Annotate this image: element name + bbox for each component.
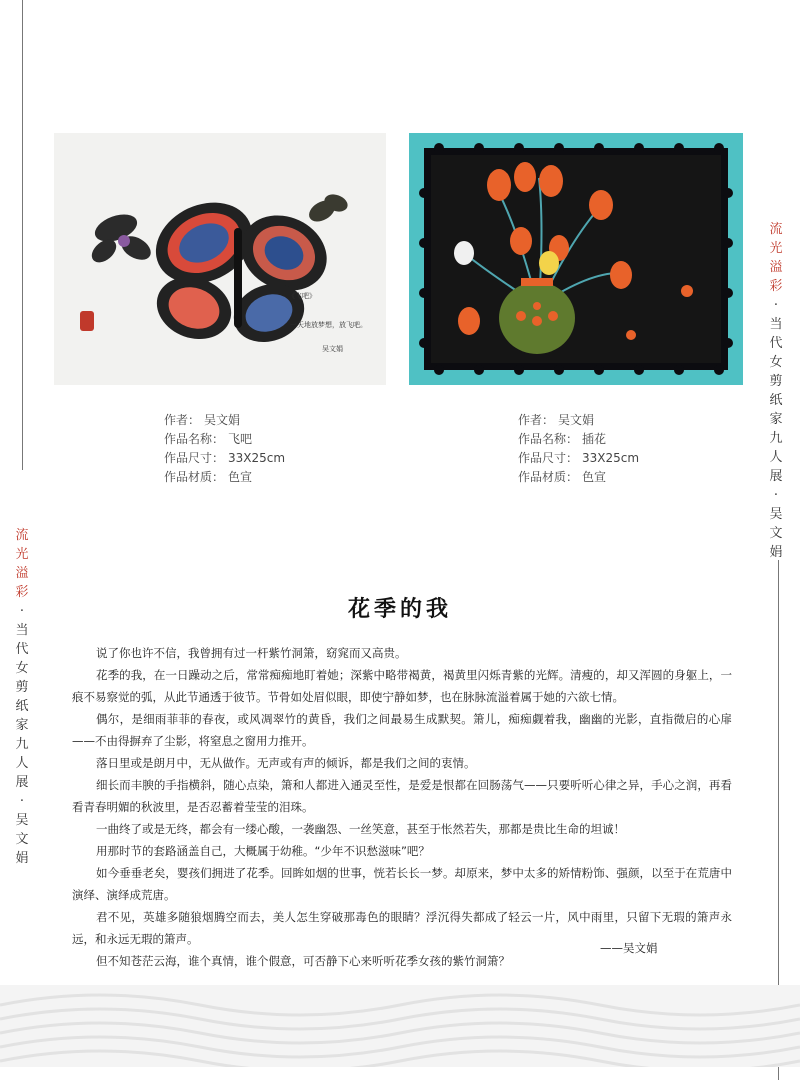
series-char: 当 xyxy=(15,623,29,638)
article-paragraph: 但不知苍茫云海，谁个真情，谁个假意，可否静下心来听听花季女孩的紫竹洞箫？ xyxy=(96,954,510,968)
butterfly-illustration xyxy=(54,133,386,385)
caption-name-row xyxy=(518,430,778,449)
article-title: 花季的我 xyxy=(347,596,452,622)
caption-value: 33X25cm xyxy=(228,451,286,465)
article-paragraph: 用那时节的套路涵盖自己，大概属于幼稚。“少年不识愁滋味”吧？ xyxy=(96,844,430,858)
series-char: 女 xyxy=(15,661,29,676)
series-char: 家 xyxy=(769,412,783,427)
caption-material-row xyxy=(164,468,424,487)
caption-label: 作品材质： xyxy=(164,470,225,484)
article-paragraph: 落日里或是朗月中，无从做作。无声或有声的倾诉，都是我们之间的衷情。 xyxy=(96,756,476,770)
caption-value: 吴文娟 xyxy=(204,413,241,427)
series-char: 当 xyxy=(769,317,783,332)
series-char: · xyxy=(19,604,25,619)
article-paragraph: 如今垂垂老矣，婴孩们拥进了花季。回眸如烟的世事，恍若长长一梦。却原来，梦中太多的矫情粉饰、强颜，以至于在荒唐中演绎、演绎成荒唐。 xyxy=(72,866,732,902)
series-char: 流 xyxy=(769,222,783,237)
series-char: 剪 xyxy=(15,680,29,695)
series-char: 九 xyxy=(769,431,783,446)
caption-value: 吴文娟 xyxy=(558,413,595,427)
artwork-caption-2 xyxy=(518,411,778,487)
caption-label: 作者： xyxy=(164,413,201,427)
article-paragraph: 偶尔，是细雨菲菲的春夜，或风凋翠竹的黄昏，我们之间最易生成默契。箫儿，痴痴觑着我，幽幽的光影，直指微启的心扉——不由得摒弃了尘影，将窒息之窗用力推开。 xyxy=(72,712,732,748)
article-signature: ——吴文娟 xyxy=(600,941,658,955)
caption-value: 色宣 xyxy=(582,470,607,484)
series-char: · xyxy=(773,298,779,313)
article-paragraph: 君不见，英雄多随狼烟腾空而去，美人怎生穿破那毒色的眼睛？浮沉得失都成了轻云一片，风中雨里，只留下无瑕的箫声永远，和永远无瑕的箫声。 xyxy=(72,910,732,946)
vertical-series-title-left xyxy=(12,526,32,868)
series-char: 吴 xyxy=(769,507,783,522)
caption-label: 作品尺寸： xyxy=(518,451,579,465)
caption-author-row xyxy=(518,411,778,430)
red-seal-stamp xyxy=(80,311,94,331)
caption-value: 飞吧 xyxy=(228,432,253,446)
series-char: 文 xyxy=(15,832,29,847)
caption-label: 作品名称： xyxy=(518,432,579,446)
caption-value: 33X25cm xyxy=(582,451,640,465)
article-body xyxy=(72,642,732,972)
series-char: 纸 xyxy=(15,699,29,714)
series-char: 九 xyxy=(15,737,29,752)
caption-label: 作品名称： xyxy=(164,432,225,446)
series-char: · xyxy=(773,488,779,503)
article-paragraph: 说了你也许不信，我曾拥有过一杆紫竹洞箫，窈窕而又高贵。 xyxy=(96,646,407,660)
inscription-line: 一天地放梦想，放飞吧。 xyxy=(290,321,367,329)
series-char: 吴 xyxy=(15,813,29,828)
artwork-flower-vase-papercut xyxy=(409,133,743,385)
series-char: 人 xyxy=(15,756,29,771)
article-paragraph: 细长而丰腴的手指横斜，随心点染，箫和人都进入通灵至性，是爱是恨都在回肠荡气——只要听听心律之异，手心之润，再看看青春明媚的秋波里，是否忍蓄着莹莹的泪珠。 xyxy=(72,778,732,814)
inscription-signature: 吴文娟 xyxy=(322,345,343,353)
series-char: 代 xyxy=(15,642,29,657)
artwork-caption-1 xyxy=(164,411,424,487)
series-char: 溢 xyxy=(769,260,783,275)
inscription-title: 《飞吧》 xyxy=(288,292,316,300)
series-char: 家 xyxy=(15,718,29,733)
caption-value: 插花 xyxy=(582,432,607,446)
flower-vase-illustration xyxy=(409,133,743,385)
series-char: 剪 xyxy=(769,374,783,389)
series-char: 娟 xyxy=(769,545,783,560)
series-char: 代 xyxy=(769,336,783,351)
series-char: 展 xyxy=(769,469,783,484)
caption-material-row xyxy=(518,468,778,487)
caption-label: 作品材质： xyxy=(518,470,579,484)
artwork-butterfly-papercut xyxy=(54,133,386,385)
series-char: 流 xyxy=(15,528,29,543)
article-paragraph: 花季的我，在一日躁动之后，常常痴痴地盯着她；深紫中略带褐黄，褐黄里闪烁青紫的光辉。清瘦的，却又浑圆的身躯上，一痕不易察觉的弧，从此节通透于彼节。节骨如处眉似眼，即使宁静如梦，也在脉脉流溢着属于她的六欲七情。 xyxy=(72,668,732,704)
series-char: · xyxy=(19,794,25,809)
series-char: 展 xyxy=(15,775,29,790)
series-char: 文 xyxy=(769,526,783,541)
caption-name-row xyxy=(164,430,424,449)
caption-label: 作者： xyxy=(518,413,555,427)
left-divider-line xyxy=(22,0,23,470)
series-char: 彩 xyxy=(15,585,29,600)
caption-value: 色宣 xyxy=(228,470,253,484)
series-char: 溢 xyxy=(15,566,29,581)
article-paragraph: 一曲终了或是无终，都会有一缕心酸，一袭幽怨、一丝笑意，甚至于怅然若失，那都是贵比生命的坦诚！ xyxy=(96,822,625,836)
caption-size-row xyxy=(518,449,778,468)
series-char: 彩 xyxy=(769,279,783,294)
vertical-series-title-right xyxy=(766,220,786,562)
decorative-wave-pattern xyxy=(0,985,800,1067)
caption-author-row xyxy=(164,411,424,430)
caption-size-row xyxy=(164,449,424,468)
series-char: 女 xyxy=(769,355,783,370)
series-char: 娟 xyxy=(15,851,29,866)
series-char: 纸 xyxy=(769,393,783,408)
caption-label: 作品尺寸： xyxy=(164,451,225,465)
series-char: 人 xyxy=(769,450,783,465)
series-char: 光 xyxy=(15,547,29,562)
series-char: 光 xyxy=(769,241,783,256)
